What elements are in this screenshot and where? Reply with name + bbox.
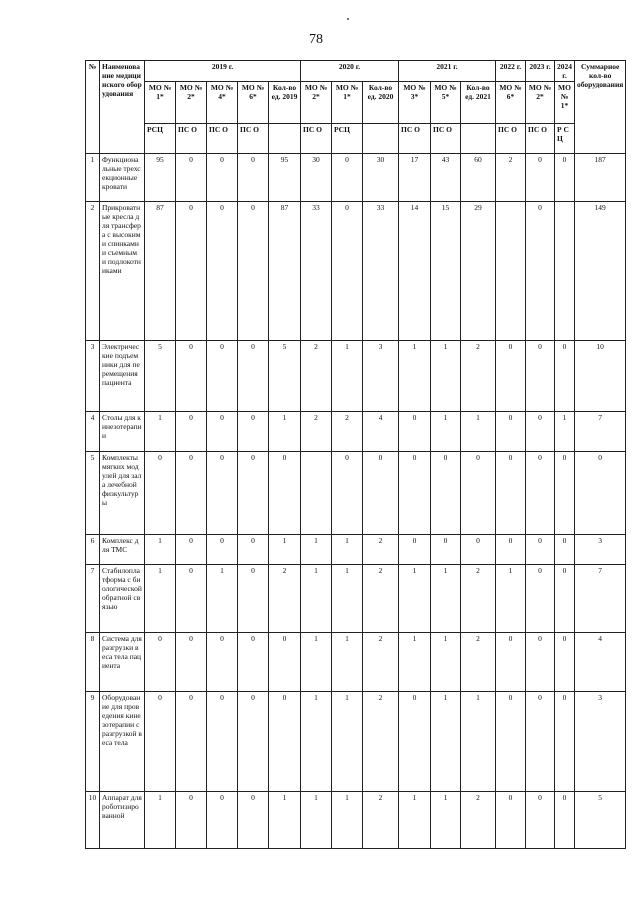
page-number: 78 [309, 32, 323, 47]
header-row-mo [86, 82, 626, 124]
table-cell [301, 452, 332, 535]
table-cell: 2 [496, 154, 526, 202]
table-cell: 1 [332, 792, 363, 849]
table-cell: 0 [496, 412, 526, 452]
col-header: МО № 1* [332, 82, 363, 124]
table-row [86, 154, 626, 202]
table-cell: 0 [555, 565, 575, 633]
table-cell: 0 [461, 452, 496, 535]
table-cell: 30 [363, 154, 399, 202]
header-row-type [86, 124, 626, 154]
table-cell: 0 [461, 535, 496, 565]
equipment-name: Функциональные трехсекционные кровати [100, 154, 145, 202]
table-cell: 0 [496, 535, 526, 565]
table-cell: 0 [526, 792, 555, 849]
table-cell: 2 [461, 565, 496, 633]
table-cell: 14 [399, 202, 431, 341]
table-cell: 87 [269, 202, 301, 341]
col-header: МО № 6* [496, 82, 526, 124]
table-cell: 0 [332, 452, 363, 535]
row-total: 0 [575, 452, 626, 535]
table-cell: 1 [431, 341, 461, 412]
row-total: 7 [575, 412, 626, 452]
table-cell: 0 [555, 633, 575, 692]
table-cell: 1 [461, 412, 496, 452]
equipment-name: Электрические подъемники для перемещения пациента [100, 341, 145, 412]
table-cell: 0 [431, 535, 461, 565]
col-header: Кол-во ед. 2020 [363, 82, 399, 124]
table-cell: 33 [363, 202, 399, 341]
col-header: МО № 1* [555, 82, 575, 124]
table-cell: 2 [363, 565, 399, 633]
table-cell: 0 [555, 154, 575, 202]
row-number: 10 [86, 792, 100, 849]
table-cell: 95 [269, 154, 301, 202]
table-cell: 0 [526, 341, 555, 412]
row-total: 149 [575, 202, 626, 341]
equipment-name: Комплекс для ТМС [100, 535, 145, 565]
table-cell: 0 [207, 202, 238, 341]
table-cell: 17 [399, 154, 431, 202]
table-cell: 2 [269, 565, 301, 633]
table-cell: 5 [269, 341, 301, 412]
row-number: 6 [86, 535, 100, 565]
equipment-name: Система для разгрузки веса тела пациента [100, 633, 145, 692]
row-total: 5 [575, 792, 626, 849]
col-header: МО № 6* [238, 82, 269, 124]
table-cell: 0 [238, 341, 269, 412]
table-cell: 1 [269, 792, 301, 849]
table-cell: 1 [399, 565, 431, 633]
col-subheader [363, 124, 399, 154]
table-cell: 60 [461, 154, 496, 202]
table-cell: 0 [238, 792, 269, 849]
row-total: 4 [575, 633, 626, 692]
row-number: 9 [86, 692, 100, 792]
table-cell: 1 [431, 692, 461, 792]
table-cell: 1 [555, 412, 575, 452]
table-cell: 0 [176, 452, 207, 535]
header-row-years [86, 61, 626, 82]
table-cell: 0 [145, 692, 176, 792]
table-cell: 1 [145, 535, 176, 565]
table-cell: 1 [431, 565, 461, 633]
table-cell: 0 [238, 633, 269, 692]
col-subheader: ПС О [301, 124, 332, 154]
col-subheader [461, 124, 496, 154]
table-cell: 4 [363, 412, 399, 452]
table-cell: 0 [526, 565, 555, 633]
table-cell: 0 [176, 792, 207, 849]
table-cell: 0 [238, 452, 269, 535]
table-cell: 1 [207, 565, 238, 633]
table-cell: 1 [431, 792, 461, 849]
table-cell: 2 [461, 341, 496, 412]
table-cell: 0 [176, 412, 207, 452]
scan-dot [347, 18, 349, 20]
col-header-name: Наименование медицинского оборудования [100, 61, 145, 154]
table-row [86, 412, 626, 452]
table-cell: 0 [526, 692, 555, 792]
table-cell: 0 [496, 341, 526, 412]
table-cell: 2 [363, 633, 399, 692]
table-cell: 2 [332, 412, 363, 452]
table-cell: 0 [176, 565, 207, 633]
year-header-2021: 2021 г. [399, 61, 496, 82]
col-header: МО № 3* [399, 82, 431, 124]
table-cell: 0 [238, 154, 269, 202]
row-number: 7 [86, 565, 100, 633]
table-cell: 1 [332, 341, 363, 412]
year-header-2019: 2019 г. [145, 61, 301, 82]
row-number: 3 [86, 341, 100, 412]
col-header: МО № 1* [145, 82, 176, 124]
table-cell: 1 [399, 341, 431, 412]
table-cell: 1 [461, 692, 496, 792]
row-total: 3 [575, 535, 626, 565]
table-cell: 0 [238, 202, 269, 341]
table-cell: 1 [496, 565, 526, 633]
col-subheader: ПС О [207, 124, 238, 154]
table-cell: 1 [431, 633, 461, 692]
col-subheader: ПС О [176, 124, 207, 154]
equipment-name: Столы для кинезотерапии [100, 412, 145, 452]
table-cell: 0 [176, 633, 207, 692]
table-row [86, 452, 626, 535]
table-cell: 0 [176, 341, 207, 412]
table-cell: 0 [526, 633, 555, 692]
table-cell: 43 [431, 154, 461, 202]
col-subheader: ПС О [431, 124, 461, 154]
row-number: 8 [86, 633, 100, 692]
table-cell: 95 [145, 154, 176, 202]
table-cell: 1 [145, 565, 176, 633]
table-cell: 0 [269, 452, 301, 535]
table-cell: 0 [145, 633, 176, 692]
table-cell: 0 [176, 692, 207, 792]
table-cell: 1 [301, 792, 332, 849]
table-cell: 0 [207, 412, 238, 452]
row-total: 7 [575, 565, 626, 633]
table-cell: 0 [526, 412, 555, 452]
table-cell: 1 [145, 412, 176, 452]
col-header: Кол-во ед. 2019 [269, 82, 301, 124]
table-cell: 87 [145, 202, 176, 341]
col-subheader: ПС О [526, 124, 555, 154]
table-cell: 0 [555, 535, 575, 565]
table-cell: 0 [176, 535, 207, 565]
equipment-name: Оборудование для проведения кинезотерапии с разгрузкой веса тела [100, 692, 145, 792]
equipment-name: Аппарат для роботизированной [100, 792, 145, 849]
table-cell: 1 [269, 412, 301, 452]
table-row [86, 792, 626, 849]
year-header-2024: 2024 г. [555, 61, 575, 82]
table-cell: 0 [207, 535, 238, 565]
col-header: МО № 5* [431, 82, 461, 124]
table-cell: 0 [238, 692, 269, 792]
col-subheader: ПС О [399, 124, 431, 154]
table-row [86, 341, 626, 412]
table-cell: 2 [461, 633, 496, 692]
row-number: 5 [86, 452, 100, 535]
row-total: 3 [575, 692, 626, 792]
table-cell: 1 [332, 565, 363, 633]
equipment-table [85, 60, 626, 849]
equipment-name: Комплекты мягких модулей для зала лечебной физкультуры [100, 452, 145, 535]
table-cell: 2 [363, 792, 399, 849]
table-cell: 1 [301, 565, 332, 633]
table-cell: 0 [555, 341, 575, 412]
table-row [86, 202, 626, 341]
table-cell: 2 [363, 692, 399, 792]
table-cell: 2 [301, 412, 332, 452]
table-cell [555, 202, 575, 341]
col-header-no: № [86, 61, 100, 154]
table-row [86, 692, 626, 792]
col-header-total: Суммарное кол-во оборудования [575, 61, 626, 154]
row-number: 2 [86, 202, 100, 341]
table-cell: 0 [431, 452, 461, 535]
table-cell: 0 [555, 692, 575, 792]
table-cell: 0 [526, 535, 555, 565]
table-cell: 33 [301, 202, 332, 341]
table-cell: 1 [301, 535, 332, 565]
table-cell: 2 [461, 792, 496, 849]
table-cell: 0 [399, 535, 431, 565]
table-cell: 1 [301, 633, 332, 692]
table-row [86, 633, 626, 692]
table-cell: 0 [269, 633, 301, 692]
col-header: МО № 2* [176, 82, 207, 124]
table-row [86, 535, 626, 565]
table-cell: 0 [363, 452, 399, 535]
table-cell: 0 [496, 692, 526, 792]
table-cell: 1 [301, 692, 332, 792]
col-subheader: ПС О [238, 124, 269, 154]
col-subheader: РСЦ [332, 124, 363, 154]
table-cell: 5 [145, 341, 176, 412]
table-cell: 0 [399, 412, 431, 452]
table-cell: 0 [207, 154, 238, 202]
row-number: 4 [86, 412, 100, 452]
table-cell: 0 [332, 202, 363, 341]
year-header-2023: 2023 г. [526, 61, 555, 82]
table-cell: 1 [145, 792, 176, 849]
table-cell: 0 [269, 692, 301, 792]
table-cell: 2 [363, 535, 399, 565]
table-cell: 0 [332, 154, 363, 202]
table-cell: 0 [176, 202, 207, 341]
year-header-2022: 2022 г. [496, 61, 526, 82]
col-subheader: Р С Ц [555, 124, 575, 154]
table-cell: 0 [399, 692, 431, 792]
table-cell: 0 [496, 633, 526, 692]
table-cell: 0 [207, 452, 238, 535]
table-cell: 0 [207, 341, 238, 412]
year-header-2020: 2020 г. [301, 61, 399, 82]
table-cell: 0 [496, 452, 526, 535]
row-total: 10 [575, 341, 626, 412]
col-header: МО № 2* [301, 82, 332, 124]
equipment-name: Прикроватные кресла для трансфера с высоким и спинками и съемным и подлокотниками [100, 202, 145, 341]
table-cell: 29 [461, 202, 496, 341]
table-cell: 0 [555, 792, 575, 849]
table-cell: 1 [332, 535, 363, 565]
table-cell: 1 [399, 792, 431, 849]
table-row [86, 565, 626, 633]
table-cell: 3 [363, 341, 399, 412]
table-cell: 15 [431, 202, 461, 341]
col-subheader: РСЦ [145, 124, 176, 154]
table-cell: 0 [496, 792, 526, 849]
table-cell: 0 [207, 633, 238, 692]
table-cell: 1 [399, 633, 431, 692]
table-cell: 0 [207, 692, 238, 792]
table-cell: 1 [269, 535, 301, 565]
equipment-name: Стабилоплатформа с биологической обратной связью [100, 565, 145, 633]
table-cell: 0 [238, 412, 269, 452]
row-number: 1 [86, 154, 100, 202]
table-cell: 0 [238, 535, 269, 565]
table-cell: 0 [145, 452, 176, 535]
table-cell: 0 [207, 792, 238, 849]
col-subheader [269, 124, 301, 154]
table-cell: 0 [238, 565, 269, 633]
table-cell: 0 [526, 452, 555, 535]
col-header: МО № 4* [207, 82, 238, 124]
table-cell: 1 [431, 412, 461, 452]
col-subheader: ПС О [496, 124, 526, 154]
col-header: Кол-во ед. 2021 [461, 82, 496, 124]
col-header: МО № 2* [526, 82, 555, 124]
table-cell: 2 [301, 341, 332, 412]
table-cell: 1 [332, 633, 363, 692]
table-cell: 0 [176, 154, 207, 202]
table-cell: 1 [332, 692, 363, 792]
row-total: 187 [575, 154, 626, 202]
table-cell: 30 [301, 154, 332, 202]
table-cell: 0 [526, 154, 555, 202]
table-cell: 0 [555, 452, 575, 535]
table-cell: 0 [526, 202, 555, 341]
table-cell [496, 202, 526, 341]
table-cell: 0 [399, 452, 431, 535]
